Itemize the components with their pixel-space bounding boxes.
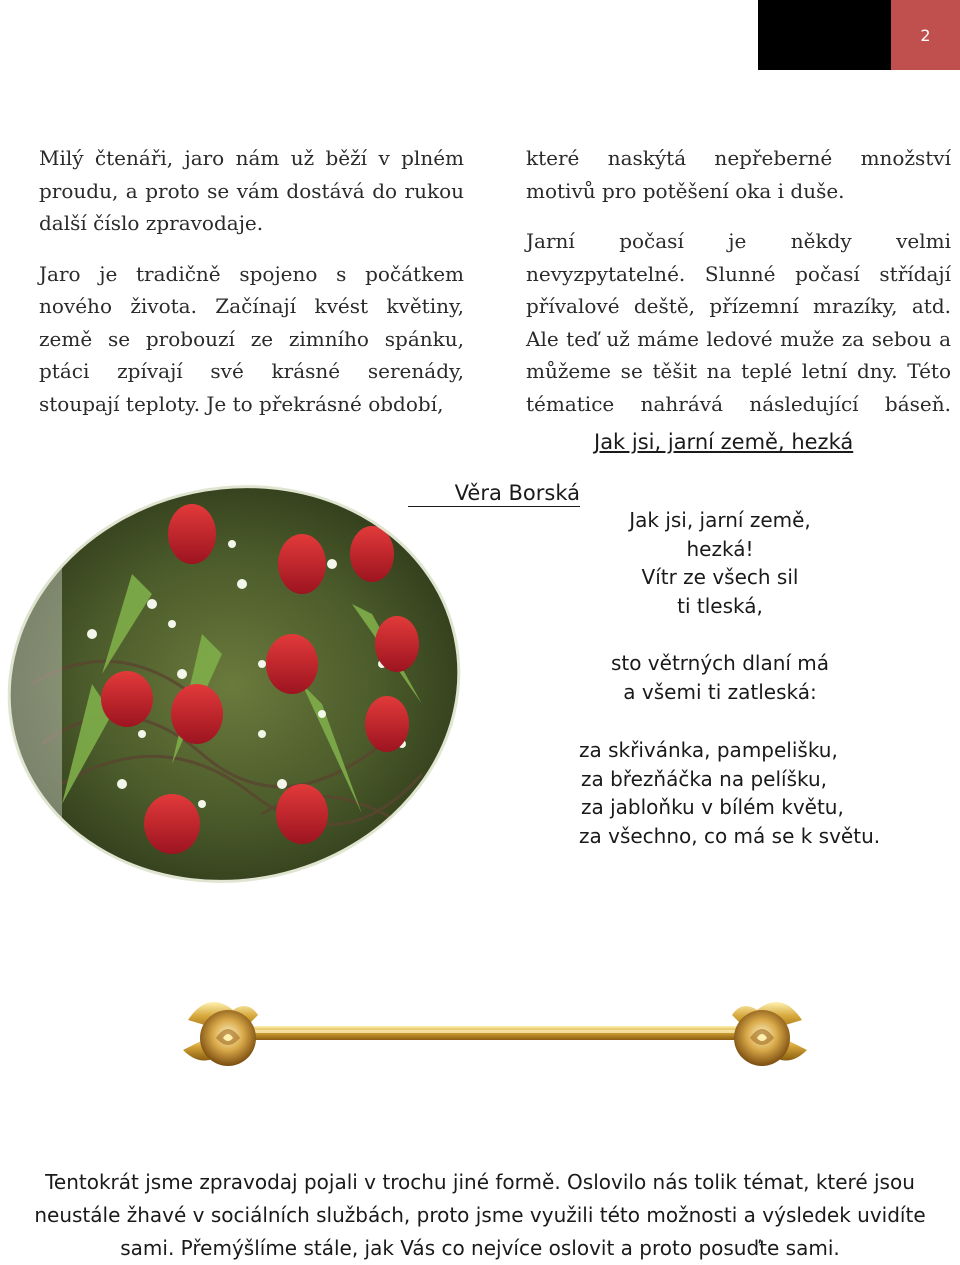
poem-title: Jak jsi, jarní země, hezká: [594, 430, 854, 454]
poem-line: za březňáčka na pelíšku,: [581, 766, 827, 791]
intro-paragraph: Jarní počasí je někdy velmi nevyzpytatelné. Slunné počasí střídají přívalové deště, přízemní mrazíky, atd. Ale teď už máme ledové muže za sebou a můžeme se těšit na teplé letní dny. Této tématice nahrává následující báseň.: [526, 229, 951, 416]
poem-line: Vítr ze všech sil: [641, 565, 799, 589]
poem-line: hezká!: [686, 536, 754, 561]
poem-line: sto větrných dlaní má: [610, 651, 830, 675]
intro-paragraph: Jaro je tradičně spojeno s počátkem nového života. Začínají kvést květiny, země se probouzí ze zimního spánku, ptáci zpívají své krásné serenády, stoupají teploty. Je to překrásné období,: [39, 261, 464, 416]
poem-stanza-1: [560, 506, 880, 620]
poem-line: za jabloňku v bílém květu,: [581, 795, 844, 819]
page-number-badge: [891, 0, 960, 70]
poem-line: za všechno, co má se k světu.: [579, 823, 881, 848]
poem-stanza-3: [555, 736, 919, 850]
footer-note: Tentokrát jsme zpravodaj pojali v trochu jiné formě. Oslovilo nás tolik témat, které jsou neustále žhavé v sociálních službách, proto jsme využili této možnosti a výsledek uvidíte sami. Přemýšlíme stále, jak Vás co nejvíce oslovit a proto posuďte sami.: [34, 1170, 926, 1260]
golden-rose-divider: [178, 990, 812, 1082]
page-number: 2: [920, 25, 931, 45]
intro-paragraph: Milý čtenáři, jaro nám už běží v plném proudu, a proto se vám dostává do rukou další číslo zpravodaje.: [39, 146, 464, 235]
poem-stanza-2: [560, 649, 880, 706]
poem-author: Věra Borská: [408, 480, 580, 507]
poem-line: Jak jsi, jarní země,: [629, 508, 811, 532]
intro-right-column: [526, 142, 951, 438]
intro-left-column: [39, 142, 464, 438]
tulip-bouquet-image: [2, 484, 462, 888]
poem-line: ti tleská,: [677, 593, 763, 618]
intro-paragraph: které naskýtá nepřeberné množství motivů pro potěšení oka i duše.: [526, 146, 951, 203]
header-black-block: [758, 0, 891, 70]
poem-line: za skřivánka, pampelišku,: [579, 738, 838, 762]
poem-line: a všemi ti zatleská:: [623, 679, 817, 704]
